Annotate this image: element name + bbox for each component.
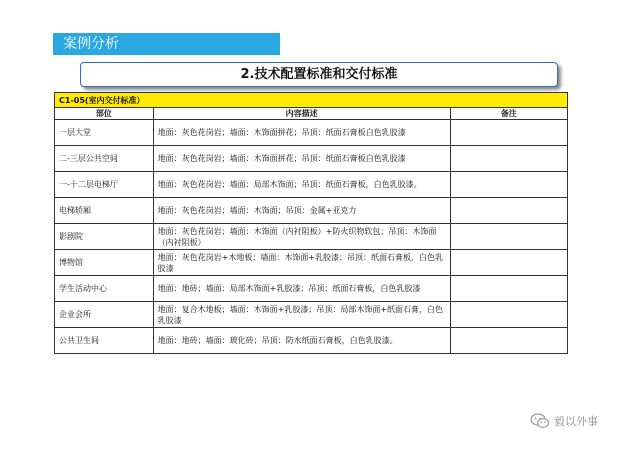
table-row <box>55 120 568 146</box>
cell-location: 二-三层公共空间 <box>55 146 154 172</box>
wechat-icon <box>530 413 550 429</box>
table-row <box>55 172 568 198</box>
delivery-standard-table <box>54 92 568 354</box>
cell-location: 影剧院 <box>55 224 154 250</box>
section-tab <box>53 33 280 55</box>
cell-description: 地面：灰色花岗岩；墙面：木饰面（内衬阻板）+防火织物软包；吊顶：木饰面（内衬阻板） <box>153 224 450 250</box>
cell-description: 地面：复合木地板；墙面：木饰面+乳胶漆；吊顶：局部木饰面+纸面石膏，白色乳胶漆 <box>153 302 450 328</box>
table-caption: C1-05(室内交付标准） <box>55 93 568 108</box>
cell-location: 公共卫生间 <box>55 328 154 354</box>
cell-location: 学生活动中心 <box>55 276 154 302</box>
section-tab-label: 案例分析 <box>63 36 119 52</box>
table-row <box>55 146 568 172</box>
table-row <box>55 302 568 328</box>
header-note: 备注 <box>450 108 567 120</box>
table-row <box>55 198 568 224</box>
cell-location: 博物馆 <box>55 250 154 276</box>
table-row <box>55 250 568 276</box>
cell-location: 企业会所 <box>55 302 154 328</box>
cell-location: 一-十二层电梯厅 <box>55 172 154 198</box>
watermark-text: 毅以外事 <box>554 415 598 428</box>
cell-note <box>450 120 567 146</box>
cell-note <box>450 172 567 198</box>
cell-description: 地面：地砖；墙面：玻化砖；吊顶：防水纸面石膏板，白色乳胶漆。 <box>153 328 450 354</box>
table-row <box>55 328 568 354</box>
cell-description: 地面：灰色花岗岩；墙面：局部木饰面；吊顶：纸面石膏板，白色乳胶漆。 <box>153 172 450 198</box>
cell-location: 一层大堂 <box>55 120 154 146</box>
cell-description: 地面：灰色花岗岩；墙面：木饰面拼花；吊顶：纸面石膏板白色乳胶漆 <box>153 120 450 146</box>
header-location: 部位 <box>55 108 154 120</box>
cell-location: 电梯轿厢 <box>55 198 154 224</box>
table-row <box>55 224 568 250</box>
slide-title-box <box>80 62 558 87</box>
cell-note <box>450 224 567 250</box>
cell-note <box>450 250 567 276</box>
cell-description: 地面：灰色花岗岩；墙面：木饰面拼花；吊顶：纸面石膏板白色乳胶漆 <box>153 146 450 172</box>
table-row <box>55 276 568 302</box>
cell-note <box>450 146 567 172</box>
cell-note <box>450 302 567 328</box>
cell-note <box>450 328 567 354</box>
cell-description: 地面：灰色花岗岩+木地板；墙面：木饰面+乳胶漆；吊顶：纸面石膏板，白色乳胶漆 <box>153 250 450 276</box>
cell-description: 地面：地砖；墙面：局部木饰面+乳胶漆；吊顶：纸面石膏板，白色乳胶漆 <box>153 276 450 302</box>
table-caption-row <box>55 93 568 108</box>
slide-title: 2.技术配置标准和交付标准 <box>240 67 398 82</box>
watermark <box>530 413 598 429</box>
table-header-row <box>55 108 568 120</box>
header-description: 内容描述 <box>153 108 450 120</box>
cell-note <box>450 276 567 302</box>
cell-description: 地面：灰色花岗岩；墙面：木饰面；吊顶：金属+亚克力 <box>153 198 450 224</box>
cell-note <box>450 198 567 224</box>
